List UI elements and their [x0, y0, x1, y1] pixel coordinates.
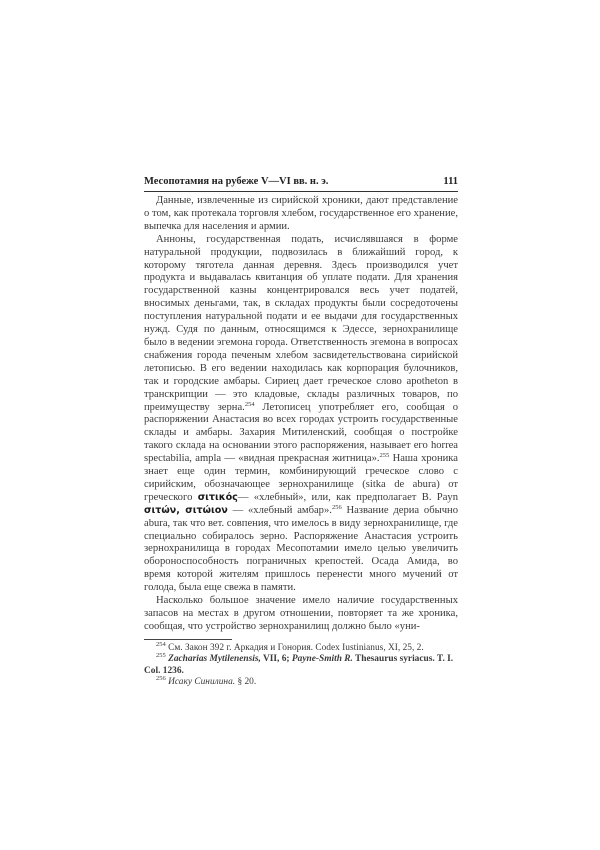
footnote-number: 256 — [156, 675, 166, 683]
footnote-255 — [144, 654, 458, 677]
paragraph-2-part-b: Летописец употребляет его, сообщая о распоряжении Анастасия во всех городах устроить государственные склады и амбары. Захария Митиленский, сообщая о постройке такого склада на основании этого распоряжения, называет его horrea spectabilia, ampla — «видная прекрасная житница». — [144, 401, 458, 465]
footnote-text: § 20. — [235, 677, 257, 688]
footnote-ref-254: 254 — [244, 400, 255, 408]
footnote-text: См. Закон 392 г. Аркадия и Гонория. Codex Iustinianus, XI, 25, 2. — [168, 643, 424, 653]
paragraph-2 — [144, 234, 458, 595]
paragraph-2-part-d: — «хлебный», или, как предполагает В. Payn — [237, 491, 458, 503]
footnote-author: Payne-Smith R. — [291, 654, 353, 665]
footnote-256 — [144, 677, 458, 688]
footnote-author: Исаку Синилина. — [168, 677, 236, 688]
footnote-text: VII, 6; — [260, 654, 292, 665]
paragraph-2-part-a: Анноны, государственная подать, исчислявшаяся в форме натуральной продукции, подвозилась в ближайший город, к которому тяготела данная деревня. Здесь производился учет продукта и выдавалась квитанция об уплате подати. Для хранения государственной казны концентрировался весь учет податей, вносимых деньгами, так, в складах продукты были сосредоточены поступления натуральной подати и ее выдачи для государственных нужд. Судя по данным, относящимся к Эдессе, зернохранилище было в ведении эгемона города. Ответственность эгемона в вопросах снабжения города печеным хлебом засвидетельствована сирийской летописью. В его ведении находилась как корпорация булочников, так и городские амбары. Сириец дает греческое слово apotheton в транскрипции — это кладовые, склады различных товаров, по преимуществу зерна. — [144, 233, 458, 413]
footnote-text: Thesaurus syriacus. T. I. Col. 1236. — [144, 654, 454, 676]
footnote-254 — [144, 643, 458, 654]
footnote-author: Zacharias Mytilenensis, — [168, 654, 261, 665]
paragraph-1: Данные, извлеченные из сирийской хроники, дают представление о том, как протекала торговля хлебом, государственное его хранение, выпечка для населения и армии. — [144, 195, 458, 232]
footnote-number: 254 — [156, 641, 166, 648]
footnote-rule — [144, 639, 232, 640]
main-text — [144, 195, 458, 634]
paragraph-3: Насколько большое значение имело наличие государственных запасов на местах в другом отношении, повторяет та же хроника, сообщая, что устройство зернохранилищ должно было «уни- — [144, 595, 458, 632]
header-rule — [144, 191, 458, 192]
footnotes — [144, 643, 458, 689]
paragraph-2-part-e: — «хлебный амбар». — [227, 504, 332, 516]
paragraph-2-part-f: Название дериа обычно abura, так что вет. совпения, что имелось в виду зернохранилище, где специально собиралось зерно. Распоряжение Анастасия устроить зернохранилища в городах Месопотамии имело целью увеличить обороноспособность пограничных крепостей. Осада Амида, во время которой жителям пришлось перенести много мучений от голода, была еще свежа в памяти. — [144, 504, 458, 594]
paragraph-2-part-c: Наша хроника знает еще один термин, комбинирующий греческое слово с сирийским, обозначающее зернохранилище (sitka de abura) от греческого — [144, 453, 458, 503]
footnote-ref-256: 256 — [331, 503, 342, 511]
footnote-number: 255 — [156, 652, 166, 660]
page-number: 111 — [443, 176, 458, 187]
footnote-ref-255: 255 — [379, 452, 390, 460]
greek-term-sitikos: σιτικός — [197, 491, 238, 503]
running-header — [144, 176, 458, 187]
greek-term-siton: σιτών, σιτώιον — [144, 504, 228, 516]
running-title: Месопотамия на рубеже V—VI вв. н. э. — [144, 176, 329, 187]
